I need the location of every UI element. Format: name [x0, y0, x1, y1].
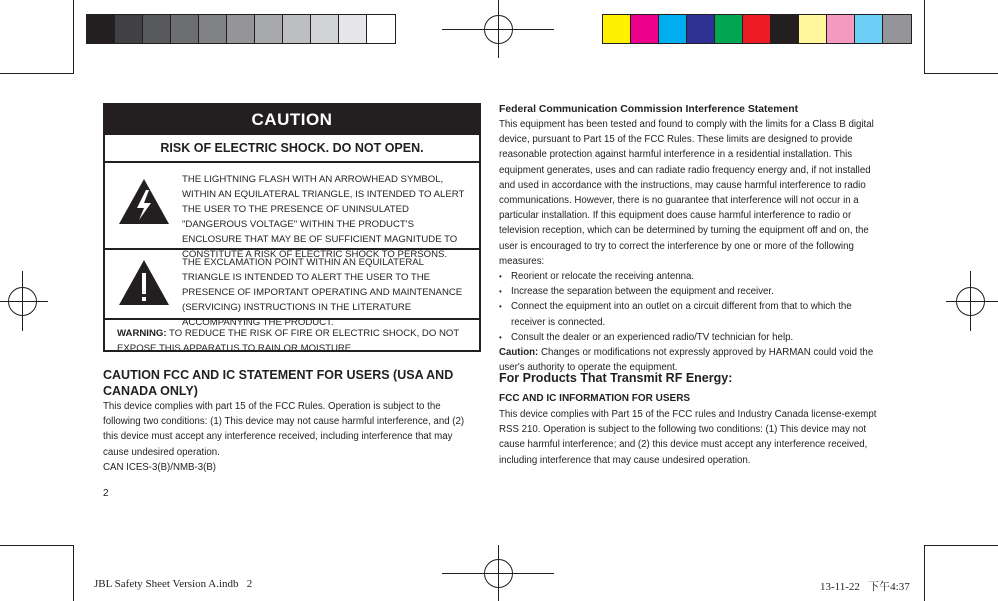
list-item: • Consult the dealer or an experienced radio/TV technician for help.	[499, 330, 881, 345]
color-swatch	[171, 15, 199, 43]
fcc-ic-body: This device complies with part 15 of the FCC Rules. Operation is subject to the following two conditions: (1) This device may not cause harmful interference, and (2) this device must accept any interference received, including interference that may cause undesired operation.	[103, 401, 465, 458]
page-number: 2	[103, 488, 109, 499]
rf-body: This device complies with Part 15 of the FCC rules and Industry Canada license-exempt RSS 210. Operation is subject to the following two conditions: (1) This device may not cause harmful interference; and (2) this device must accept any interference received, including interference that may cause undesired operation.	[499, 409, 877, 466]
color-swatch	[799, 15, 827, 43]
footer-filename: JBL Safety Sheet Version A.indb 2	[94, 578, 253, 590]
lightning-warning-icon	[117, 177, 171, 227]
grayscale-color-bar	[86, 14, 396, 44]
color-swatch	[827, 15, 855, 43]
color-swatch	[255, 15, 283, 43]
exclamation-warning-icon	[117, 258, 171, 308]
fcc-ic-title: CAUTION FCC AND IC STATEMENT FOR USERS (USA AND CANADA ONLY)	[103, 368, 454, 398]
lightning-description: THE LIGHTNING FLASH WITH AN ARROWHEAD SYMBOL, WITHIN AN EQUILATERAL TRIANGLE, IS INTENDED TO ALERT THE USER TO THE PRESENCE OF UNINSULATED "DANGEROUS VOLTAGE" WITHIN THE PRODUCT'S ENCLOSURE THAT MAY BE OF SUFFICIENT MAGNITUDE TO CONSTITUTE A RISK OF ELECTRIC SHOCK TO PERSONS.	[182, 174, 465, 260]
rf-section	[499, 369, 881, 468]
color-swatch	[603, 15, 631, 43]
process-color-bar	[602, 14, 912, 44]
color-swatch	[339, 15, 367, 43]
footer-timestamp: 13-11-22 下午4:37	[820, 581, 910, 593]
caution-subtitle: RISK OF ELECTRIC SHOCK. DO NOT OPEN.	[105, 135, 479, 163]
color-swatch	[367, 15, 395, 43]
color-swatch	[687, 15, 715, 43]
exclamation-row	[105, 250, 479, 328]
fcc-ic-statement	[103, 367, 475, 475]
color-swatch	[143, 15, 171, 43]
list-item: • Increase the separation between the equipment and receiver.	[499, 284, 881, 299]
fcc-caution-body: Changes or modifications not expressly approved by HARMAN could void the user's authority to operate the equipment.	[499, 347, 874, 374]
fcc-interference-statement	[499, 102, 881, 375]
ices-text: CAN ICES-3(B)/NMB-3(B)	[103, 461, 217, 473]
rf-heading: For Products That Transmit RF Energy:	[499, 371, 733, 385]
color-swatch	[855, 15, 883, 43]
color-swatch	[311, 15, 339, 43]
caution-title: CAUTION	[105, 105, 479, 135]
color-swatch	[715, 15, 743, 43]
rf-subheading: FCC AND IC INFORMATION FOR USERS	[499, 393, 691, 404]
fcc-interference-title: Federal Communication Commission Interference Statement	[499, 104, 799, 115]
color-swatch	[87, 15, 115, 43]
warning-label: WARNING:	[117, 328, 167, 339]
color-swatch	[199, 15, 227, 43]
color-swatch	[743, 15, 771, 43]
measures-list	[499, 269, 881, 345]
warning-body: TO REDUCE THE RISK OF FIRE OR ELECTRIC SHOCK, DO NOT EXPOSE THIS APPARATUS TO RAIN OR MOISTURE.	[117, 328, 460, 354]
color-swatch	[227, 15, 255, 43]
color-swatch	[883, 15, 911, 43]
color-swatch	[283, 15, 311, 43]
list-item: • Reorient or relocate the receiving antenna.	[499, 269, 881, 284]
lightning-row	[105, 163, 479, 260]
fcc-caution-label: Caution:	[499, 347, 539, 359]
color-swatch	[659, 15, 687, 43]
exclamation-description: THE EXCLAMATION POINT WITHIN AN EQUILATERAL TRIANGLE IS INTENDED TO ALERT THE USER TO THE PRESENCE OF IMPORTANT OPERATING AND MAINTENANCE (SERVICING) INSTRUCTIONS IN THE LITERATURE ACCOMPANYING THE PRODUCT.	[182, 257, 463, 328]
color-swatch	[631, 15, 659, 43]
fcc-interference-body: This equipment has been tested and found to comply with the limits for a Class B digital device, pursuant to Part 15 of the FCC Rules. These limits are designed to provide reasonable protection against harmful interference in a residential installation. This equipment generates, uses and can radiate radio frequency energy and, if not installed and used in accordance with the instructions, may cause harmful interference to radio communications. However, there is no guarantee that interference will not occur in a particular installation. If this equipment does cause harmful interference to radio or television reception, which can be determined by turning the equipment off and on, the user is encouraged to try to correct the interference by one or more of the following measures:	[499, 119, 874, 267]
list-item: • Connect the equipment into an outlet on a circuit different from that to which the receiver is connected.	[499, 299, 881, 329]
color-swatch	[771, 15, 799, 43]
color-swatch	[115, 15, 143, 43]
caution-box	[103, 103, 481, 352]
